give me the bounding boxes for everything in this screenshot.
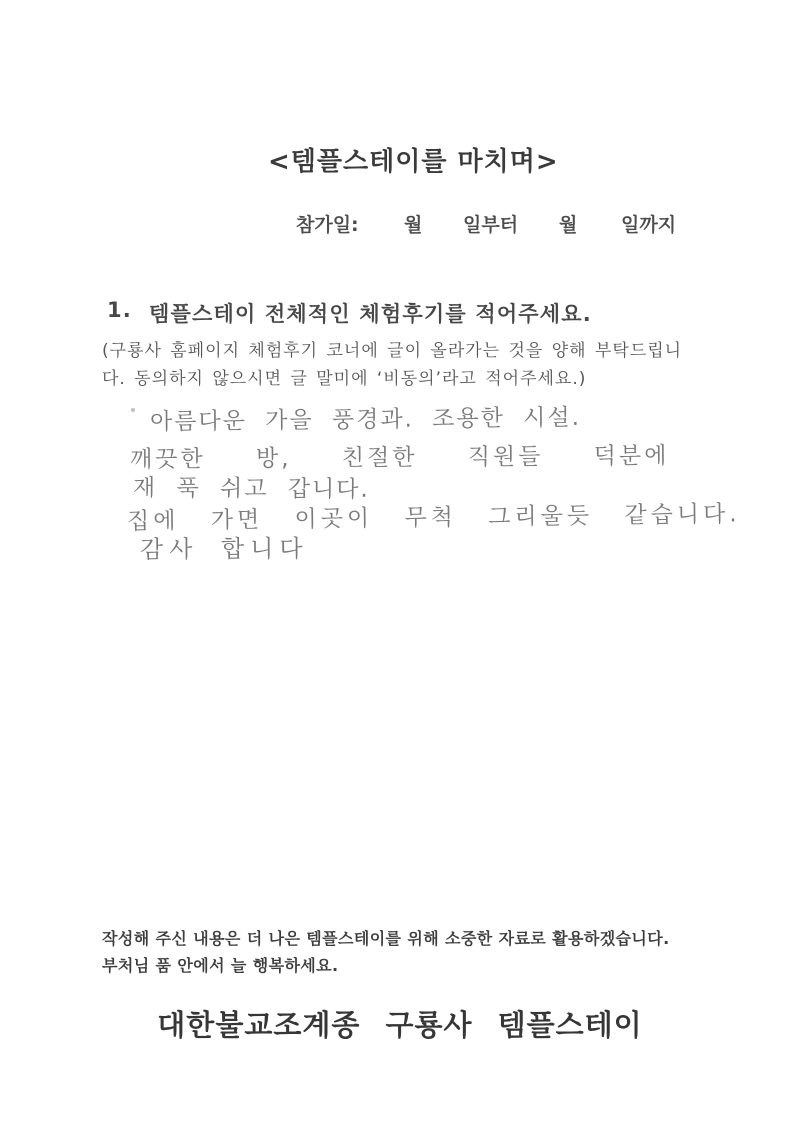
question-number: 1. [107, 298, 132, 322]
organization-title: 대한불교조계종 구룡사 템플스테이 [157, 1008, 643, 1042]
month-from-label: 월 [404, 214, 423, 236]
month-to-label: 월 [559, 214, 578, 236]
participation-label: 참가일: [296, 214, 359, 236]
form-title: <템플스테이를 마치며> [268, 147, 559, 177]
day-to-label: 일까지 [621, 214, 677, 236]
handwritten-line: 깨끗한 방, 친절한 직원들 덕분에 [129, 443, 670, 473]
day-from-label: 일부터 [463, 214, 519, 236]
footer-note-line1: 작성해 주신 내용은 더 나은 템플스테이를 위해 소중한 자료로 활용하겠습니다. [102, 929, 670, 948]
handwritten-line: 감사 합니다 [139, 534, 309, 564]
handwritten-line: 아름다운 가을 풍경과. 조용한 시설. [149, 404, 582, 436]
handwritten-line: 재 푹 쉬고 갑니다. [132, 475, 370, 503]
question-1 [107, 298, 592, 328]
ink-speck [131, 408, 135, 412]
question-note-line2: 다. 동의하지 않으시면 글 말미에 ‘비동의’라고 적어주세요.) [102, 369, 587, 389]
handwritten-line: 집에 가면 이곳이 무척 그리울듯 같습니다. [126, 501, 741, 535]
footer-note-line2: 부처님 품 안에서 늘 행복하세요. [102, 956, 339, 975]
question-note-line1: (구룡사 홈페이지 체험후기 코너에 글이 올라가는 것을 양해 부탁드립니 [102, 341, 683, 361]
question-text: 템플스테이 전체적인 체험후기를 적어주세요. [149, 302, 592, 326]
